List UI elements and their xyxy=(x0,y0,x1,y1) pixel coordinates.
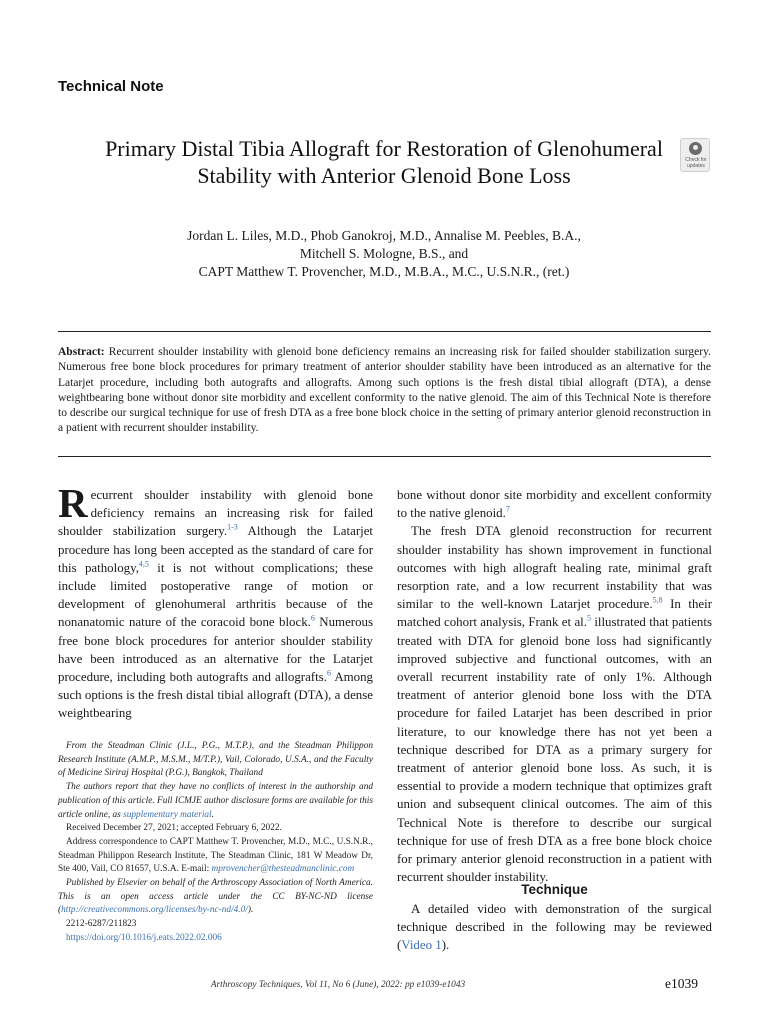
technique-text xyxy=(397,900,712,955)
footnote-text: The authors report that they have no conflicts of interest in the authorship and publication of this article. Full ICMJE author disclosure forms are available for this article online, as xyxy=(58,782,373,820)
footnote-text: ). xyxy=(247,905,254,916)
body-text: Although the Latarjet procedure has long been accepted as the standard of care for this pathology, xyxy=(58,524,374,575)
body-column-right xyxy=(397,486,712,886)
technique-heading: Technique xyxy=(521,882,588,897)
license-link[interactable]: http://creativecommons.org/licenses/by-nc-nd/4.0/ xyxy=(61,905,248,916)
body-text: The fresh DTA glenoid reconstruction for recurrent shoulder instability has shown improvement in functional outcomes with high allograft healing rate, minimal graft resorption rate, and a low recurrent instability that was similar to the well-known Latarjet procedure. xyxy=(397,524,712,612)
issn-note: 2212-6287/211823 xyxy=(66,919,137,930)
dta-paragraph xyxy=(397,522,712,886)
citation-ref[interactable]: 4,5 xyxy=(138,559,149,569)
conflict-note xyxy=(58,781,373,822)
article-title: Primary Distal Tibia Allograft for Restoration of Glenohumeral Stability with Anterior Glenoid Bone Loss xyxy=(105,136,663,188)
body-text: illustrated that patients treated with DTA for glenoid bone loss had significantly improved subjective and functional outcomes, with an overall recurrent instability rate of only 1%. Although treatment of anterior glenoid bone loss with the DTA procedure for failed Latarjet has been described in prior literature, to our knowledge there has not yet been a technique described for DTA as a primary surgery for treatment of anterior glenoid bone loss. As such, it is essential to provide a modern technique that optimizes graft union and subsequent clinical outcomes. The aim of this Technical Note is therefore to describe our surgical technique for use of fresh DTA as a free bone block choice for primary anterior glenoid reconstruction in a patient with recurrent shoulder instability. xyxy=(397,615,712,885)
abstract xyxy=(58,345,711,437)
drop-cap: R xyxy=(58,480,88,526)
check-for-updates-badge[interactable] xyxy=(680,138,710,172)
affiliation-note: From the Steadman Clinic (J.L., P.G., M.T.P.), and the Steadman Philippon Research Institute (A.M.P., M.S.M., M/T.P.), Vail, Colorado, U.S.A., and the Faculty of Medicine Siriraj Hospital (P.G.), Bangkok, Thailand xyxy=(58,741,373,779)
author-line-1: Jordan L. Liles, M.D., Phob Ganokroj, M.D., Annalise M. Peebles, B.A., xyxy=(187,228,581,243)
continued-paragraph xyxy=(397,486,712,522)
abstract-label: Abstract: xyxy=(58,346,105,358)
footnote-text: . xyxy=(211,809,214,820)
body-column-left xyxy=(58,480,374,723)
citation-ref[interactable]: 6 xyxy=(326,668,331,678)
body-text: ). xyxy=(441,938,450,953)
abstract-bottom-rule xyxy=(58,456,711,457)
body-text: Numerous free bone block procedures for anterior shoulder stability have been introduced as an alternative for the Latarjet procedure, including both autografts and allografts. xyxy=(58,615,373,685)
intro-paragraph xyxy=(58,480,374,723)
supplementary-material-link[interactable]: supplementary material xyxy=(123,809,212,820)
published-note xyxy=(58,877,373,918)
footnote-text: Published by Elsevier on behalf of the Arthroscopy Association of North America. This is an open access article under the CC BY-NC-ND license ( xyxy=(58,878,373,916)
badge-text: Check for updates xyxy=(685,157,707,169)
footnote-text: Address correspondence to CAPT Matthew T. Provencher, M.D., M.C., U.S.N.R., Steadman Philippon Research Institute, The Steadman Clinic, 181 W Meadow Dr, Ste 400, Vail, CO 81657, U.S.A. E-mail: xyxy=(58,836,373,875)
body-text: A detailed video with demonstration of the surgical technique described in the following may be reviewed ( xyxy=(397,902,712,953)
citation-ref[interactable]: 1-3 xyxy=(227,523,238,533)
technique-paragraph xyxy=(397,900,712,955)
email-link[interactable]: mprovencher@thesteadmanclinic.com xyxy=(211,864,355,875)
author-list xyxy=(80,227,688,281)
received-note: Received December 27, 2021; accepted February 6, 2022. xyxy=(66,823,282,834)
section-label: Technical Note xyxy=(58,78,164,95)
check-updates-icon xyxy=(689,142,702,155)
body-text: In their matched cohort analysis, Frank et al. xyxy=(397,597,712,630)
body-text: it is not without complications; these include limited postoperative range of motion or development of glenohumeral arthritis because of the nonanatomic nature of the coracoid bone block. xyxy=(58,560,373,630)
body-text: bone without donor site morbidity and excellent conformity to the native glenoid. xyxy=(397,488,712,521)
doi-note xyxy=(58,932,373,946)
journal-footer: Arthroscopy Techniques, Vol 11, No 6 (June), 2022: pp e1039-e1043 xyxy=(210,980,466,990)
body-text: Among such options is the fresh distal tibial allograft (DTA), a dense weightbearing xyxy=(58,670,373,721)
body-text: ecurrent shoulder instability with glenoid bone deficiency remains an increasing risk for failed shoulder stabilization surgery. xyxy=(58,488,373,539)
page-number: e1039 xyxy=(665,976,698,991)
citation-ref[interactable]: 5,8 xyxy=(652,595,663,605)
citation-ref[interactable]: 7 xyxy=(505,504,510,514)
citation-ref[interactable]: 6 xyxy=(310,614,315,624)
abstract-text: Recurrent shoulder instability with glenoid bone deficiency remains an increasing risk for failed shoulder stabilization surgery. Numerous free bone block procedures for primary treatment of anterior shoulder stability have been introduced as an alternative for the Latarjet procedure, including both autografts and allografts. Among such options is the fresh distal tibial allograft (DTA), a dense weightbearing bone without donor site morbidity and excellent conformity to the native glenoid. The aim of this Technical Note is therefore to describe our surgical technique for use of fresh DTA as a free bone block choice in the setting of primary anterior glenoid reconstruction in a patient with recurrent shoulder instability. xyxy=(58,346,711,435)
citation-ref[interactable]: 5 xyxy=(586,614,591,624)
video-link[interactable]: Video 1 xyxy=(401,938,442,953)
doi-link[interactable]: https://doi.org/10.1016/j.eats.2022.02.006 xyxy=(66,932,222,943)
address-note xyxy=(58,836,373,877)
author-line-2: Mitchell S. Mologne, B.S., and xyxy=(299,246,469,261)
footnotes xyxy=(58,740,373,946)
abstract-top-rule xyxy=(58,331,711,332)
author-line-3: CAPT Matthew T. Provencher, M.D., M.B.A., M.C., U.S.N.R., (ret.) xyxy=(198,264,570,279)
